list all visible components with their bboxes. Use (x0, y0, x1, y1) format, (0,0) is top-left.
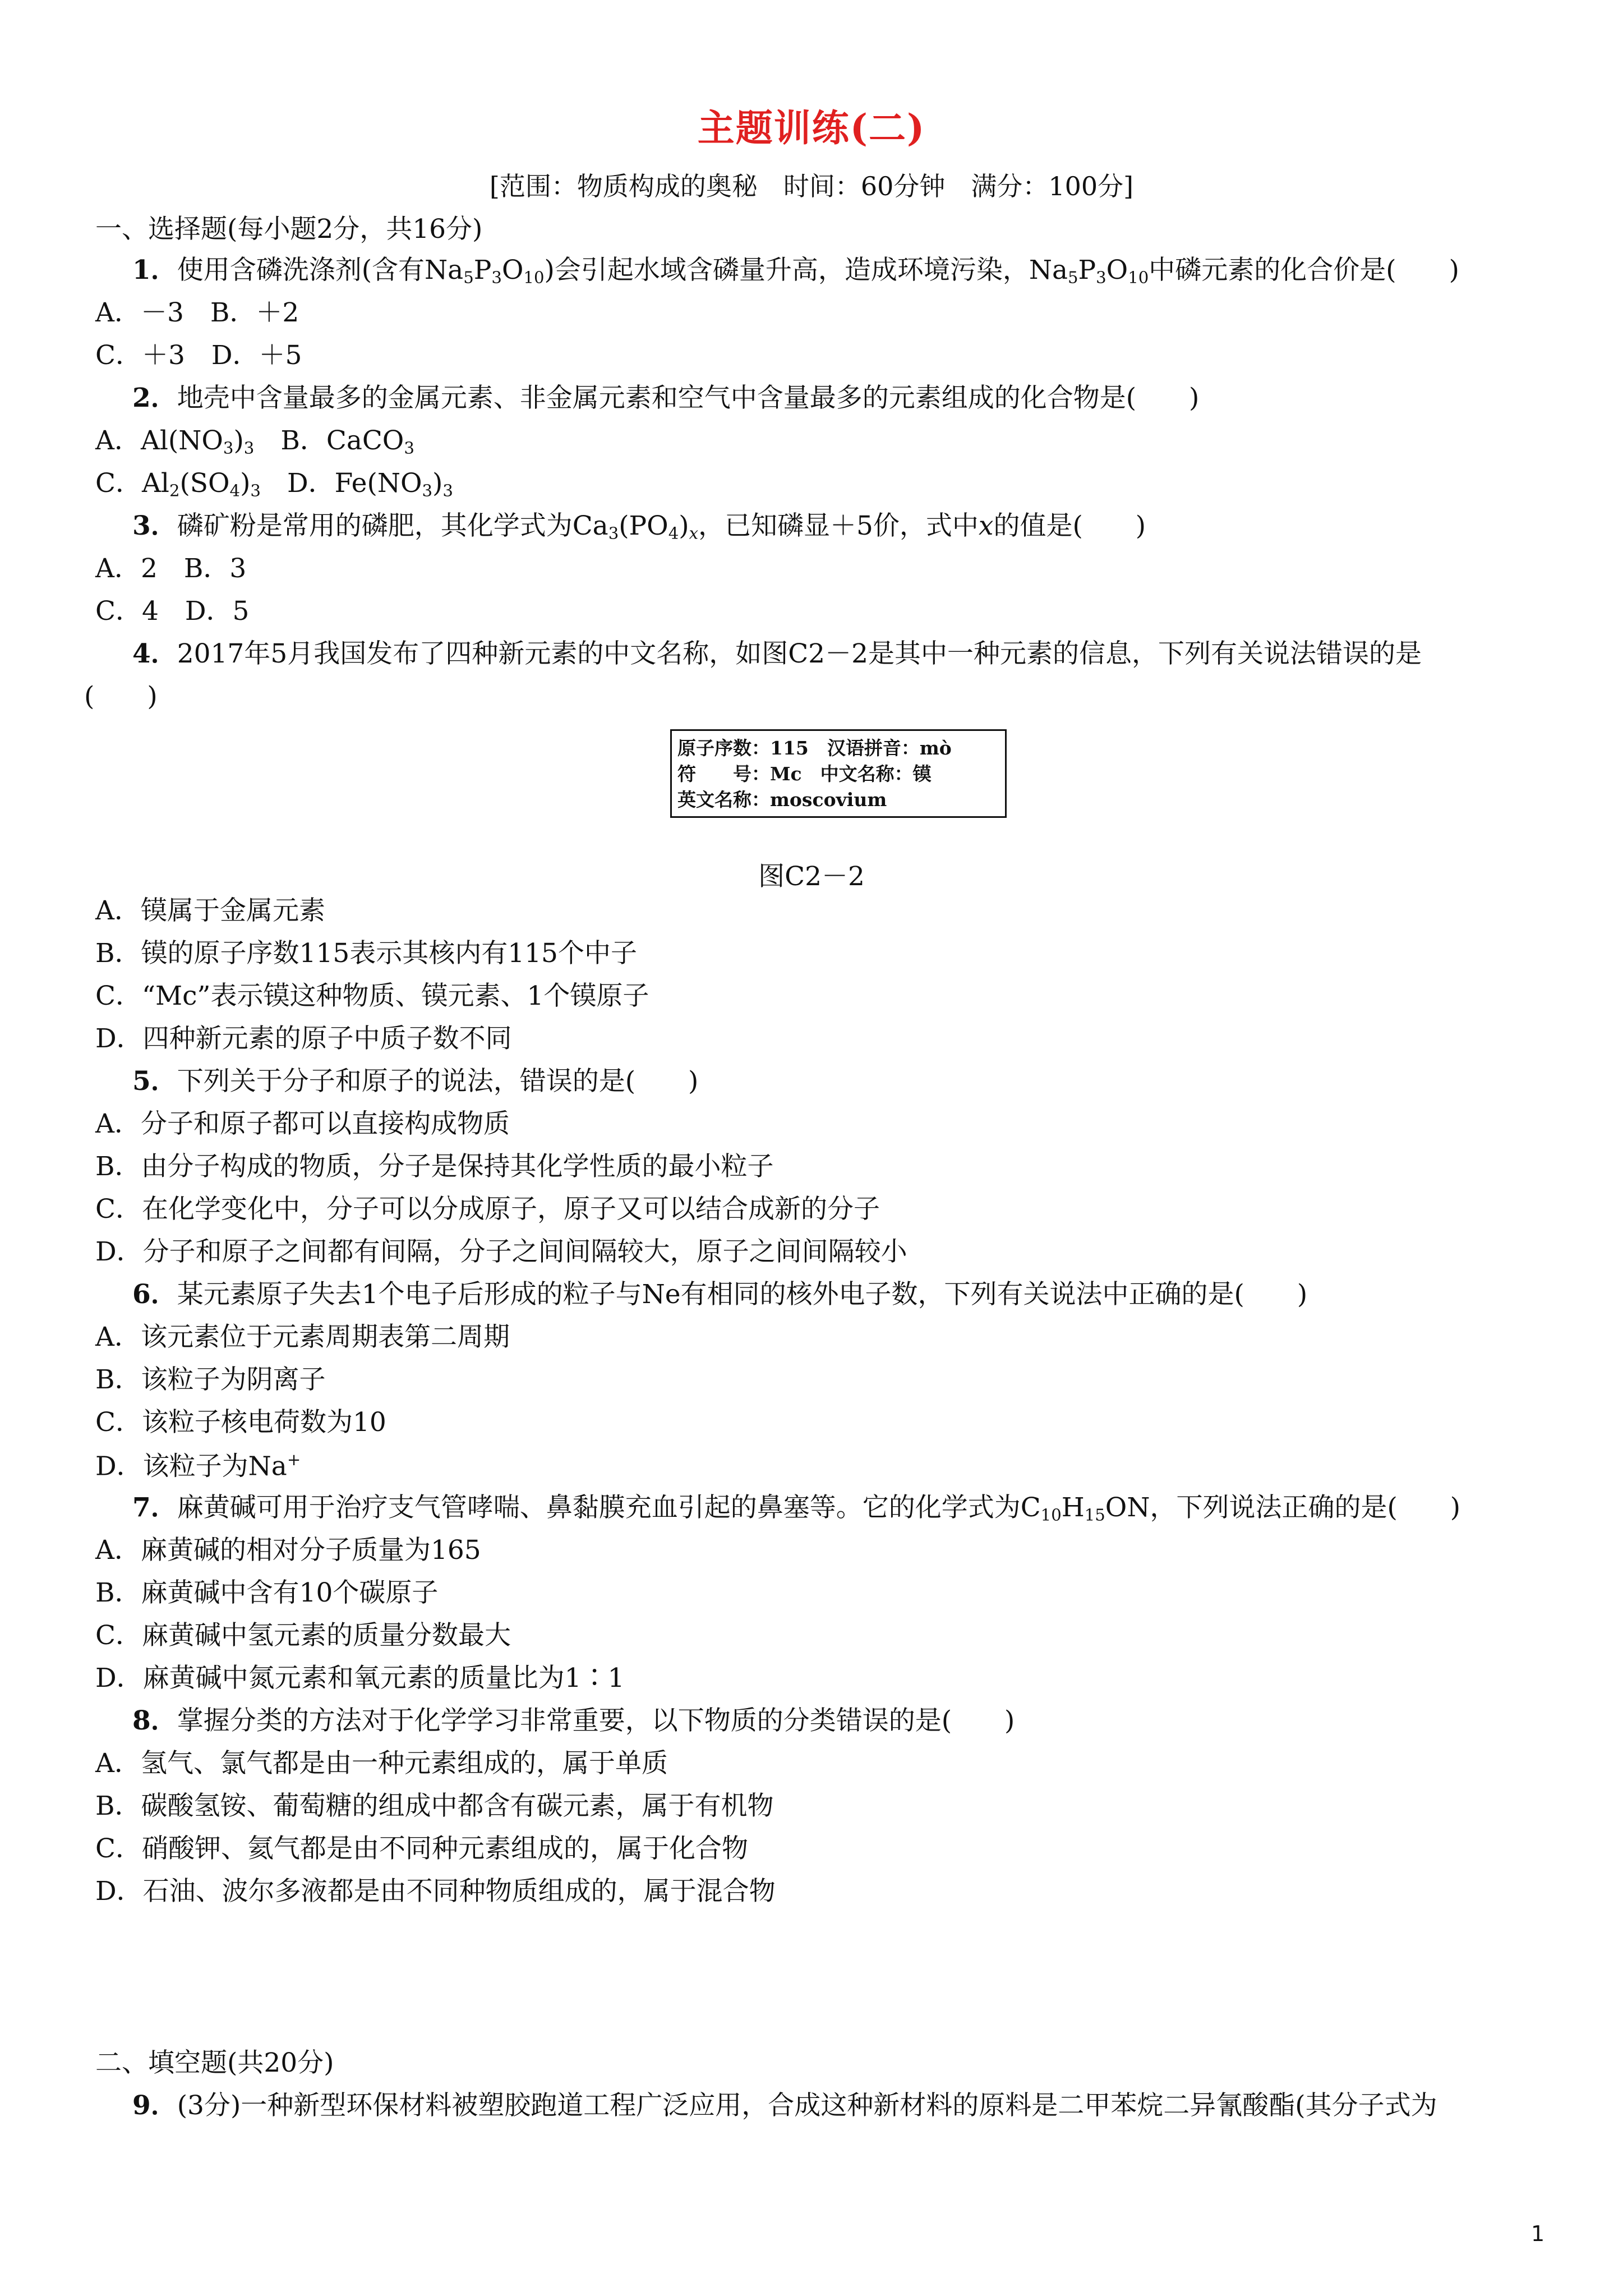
question-7-option-d: D．麻黄碱中氮元素和氧元素的质量比为1∶1 (95, 1663, 625, 1694)
question-3-options-cd: C．4 D．5 (95, 596, 250, 627)
question-5-option-b: B．由分子构成的物质，分子是保持其化学性质的最小粒子 (95, 1151, 774, 1182)
question-5-option-d: D．分子和原子之间都有间隔，分子之间间隔较大，原子之间间隔较小 (95, 1236, 907, 1267)
question-8-option-c: C．硝酸钾、氦气都是由不同种元素组成的，属于化合物 (95, 1833, 748, 1864)
question-1-stem: 1．使用含磷洗涤剂(含有$Na_5P_3O_{10}$)会引起水域含磷量升高，造成环境污染，$Na_5P_3O_{10}$中磷元素的化合价是( ) (132, 255, 1459, 287)
exam-range: [范围：物质构成的奥秘 时间：60分钟 满分：100分] (489, 171, 1134, 201)
element-info-box (670, 729, 1007, 818)
page-title: 主题训练(二) (697, 106, 926, 150)
question-3-options-ab: A．2 B．3 (95, 553, 247, 584)
question-5-stem: 5．下列关于分子和原子的说法，错误的是( ) (132, 1066, 699, 1097)
question-8-stem: 8．掌握分类的方法对于化学学习非常重要，以下物质的分类错误的是( ) (132, 1705, 1015, 1736)
question-4-stem: 4．2017年5月我国发布了四种新元素的中文名称，如图C2－2是其中一种元素的信息，下列有关说法错误的是 (132, 638, 1422, 669)
question-5-option-c: C．在化学变化中，分子可以分成原子，原子又可以结合成新的分子 (95, 1194, 880, 1225)
element-info-row: 符 号：Mc 中文名称：镆 (677, 763, 932, 785)
question-6-option-a: A．该元素位于元素周期表第二周期 (95, 1322, 510, 1352)
question-6-stem: 6．某元素原子失去1个电子后形成的粒子与Ne有相同的核外电子数，下列有关说法中正确的是( ) (132, 1279, 1308, 1310)
question-5-option-a: A．分子和原子都可以直接构成物质 (95, 1108, 510, 1139)
question-2-stem: 2．地壳中含量最多的金属元素、非金属元素和空气中含量最多的元素组成的化合物是( ) (132, 383, 1200, 413)
section-heading: 一、选择题(每小题2分，共16分) (95, 214, 483, 245)
question-9-stem: 9．(3分)一种新型环保材料被塑胶跑道工程广泛应用，合成这种新材料的原料是二甲苯烷二异氰酸酯(其分子式为 (132, 2090, 1437, 2121)
question-8-option-d: D．石油、波尔多液都是由不同种物质组成的，属于混合物 (95, 1876, 776, 1907)
question-8-option-b: B．碳酸氢铵、葡萄糖的组成中都含有碳元素，属于有机物 (95, 1791, 774, 1821)
question-3-stem: 3．磷矿粉是常用的磷肥，其化学式为$Ca_3(PO_4)_x$，已知磷显＋5价，式中x的值是( ) (132, 510, 1146, 543)
question-7-option-c: C．麻黄碱中氢元素的质量分数最大 (95, 1620, 511, 1651)
question-6-option-b: B．该粒子为阴离子 (95, 1364, 326, 1395)
question-4-option-d: D．四种新元素的原子中质子数不同 (95, 1023, 512, 1054)
question-4-option-a: A．镆属于金属元素 (95, 895, 325, 926)
page-number: 1 (1531, 2221, 1545, 2246)
question-4-option-b: B．镆的原子序数115表示其核内有115个中子 (95, 938, 637, 969)
question-4-option-c: C．“Mc”表示镆这种物质、镆元素、1个镆原子 (95, 981, 649, 1011)
question-8-option-a: A．氢气、氯气都是由一种元素组成的，属于单质 (95, 1748, 668, 1779)
question-6-option-d: D．该粒子为Na+ (95, 1450, 301, 1482)
question-4-answer-paren: ( ) (84, 681, 158, 712)
question-6-option-c: C．该粒子核电荷数为10 (95, 1407, 386, 1438)
section-heading: 二、填空题(共20分) (95, 2047, 334, 2078)
figure-caption: 图C2－2 (758, 861, 865, 892)
element-info-row: 原子序数：115 汉语拼音：mò (677, 737, 952, 759)
element-info-row: 英文名称：moscovium (677, 789, 887, 811)
question-1-options-ab: A．－3 B．＋2 (95, 297, 299, 328)
question-7-option-a: A．麻黄碱的相对分子质量为165 (95, 1535, 481, 1566)
question-7-option-b: B．麻黄碱中含有10个碳原子 (95, 1577, 439, 1608)
question-1-options-cd: C．＋3 D．＋5 (95, 340, 302, 371)
question-2-options-ab: A．$Al(NO_3)_3$ B．CaCO$_3$ (95, 425, 414, 458)
question-7-stem: 7．麻黄碱可用于治疗支气管哮喘、鼻黏膜充血引起的鼻塞等。它的化学式为$C_{10}H_{15}ON$，下列说法正确的是( ) (132, 1492, 1461, 1525)
question-2-options-cd: C．$Al_2(SO_4)_3$ D．$Fe(NO_3)_3$ (95, 468, 453, 500)
